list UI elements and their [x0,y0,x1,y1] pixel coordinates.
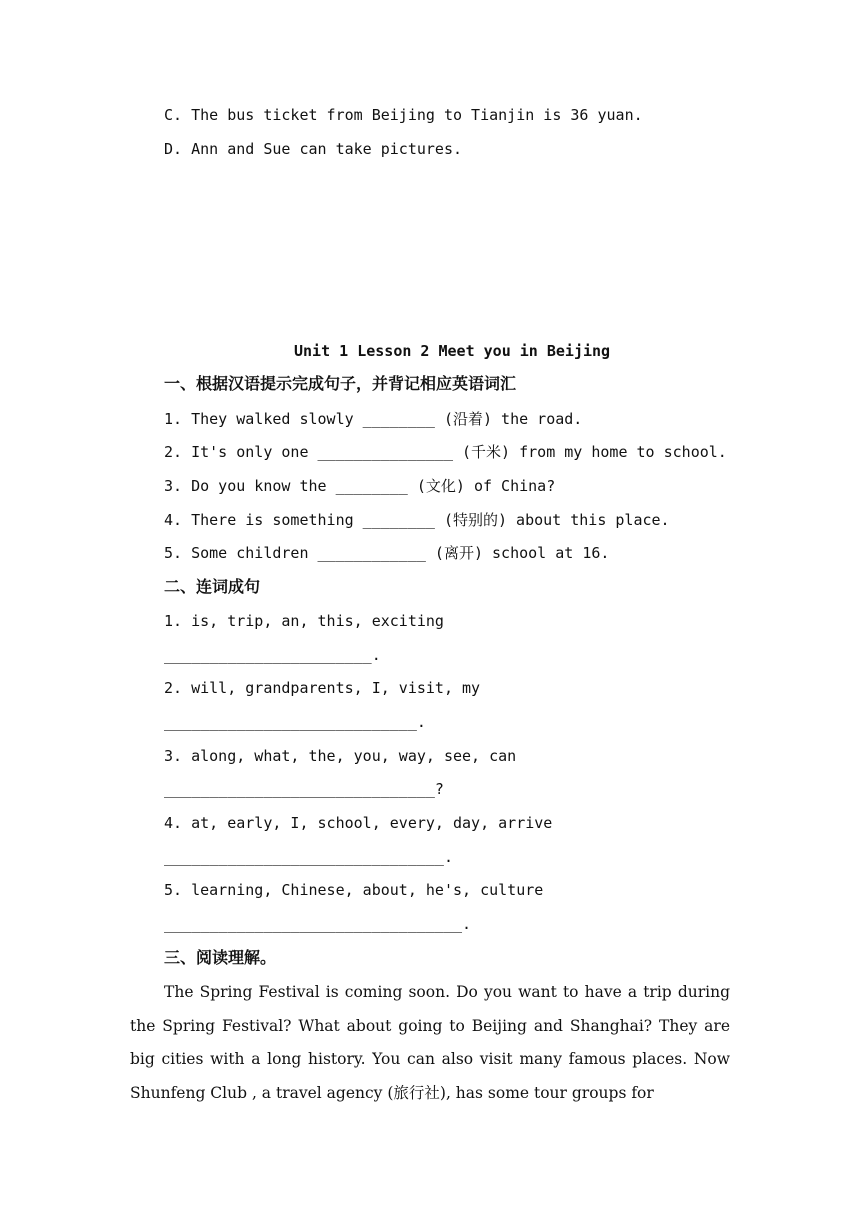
word-order-prompt: 5. learning, Chinese, about, he's, culture [164,881,544,899]
word-order-prompt: 3. along, what, the, you, way, see, can [164,747,517,765]
fill-in-sentence: 5. Some children ____________ (离开) school at 16. [164,544,610,562]
answer-line: ______________________________? [164,780,444,798]
answer-line: ____________________________. [164,713,426,731]
fill-in-sentence: 2. It's only one _______________ (千米) from my home to school. [164,443,727,461]
option-c: C. The bus ticket from Beijing to Tianjin is 36 yuan. [164,106,643,124]
answer-line: _______________________________. [164,848,453,866]
fill-in-sentence: 4. There is something ________ (特别的) about this place. [164,511,670,529]
lesson-title: Unit 1 Lesson 2 Meet you in Beijing [294,342,611,360]
answer-line: _________________________________. [164,915,472,933]
word-order-prompt: 1. is, trip, an, this, exciting [164,612,444,630]
answer-line: _______________________. [164,646,381,664]
fill-in-sentence: 3. Do you know the ________ (文化) of China? [164,477,556,495]
option-d: D. Ann and Sue can take pictures. [164,140,463,158]
word-order-prompt: 4. at, early, I, school, every, day, arrive [164,814,553,832]
section-3-heading: 三、阅读理解。 [164,948,277,967]
word-order-prompt: 2. will, grandparents, I, visit, my [164,679,481,697]
reading-passage: The Spring Festival is coming soon. Do you want to have a trip during the Spring Festival? What about going to Beijing and Shanghai? They are big cities with a long history. You can also visit many famous places. Now Shunfeng Club , a travel agency (旅行社), has some tour groups for [130,983,730,1102]
section-1-heading: 一、根据汉语提示完成句子，并背记相应英语词汇 [164,374,517,393]
section-2-heading: 二、连词成句 [164,577,261,596]
fill-in-sentence: 1. They walked slowly ________ (沿着) the road. [164,410,583,428]
